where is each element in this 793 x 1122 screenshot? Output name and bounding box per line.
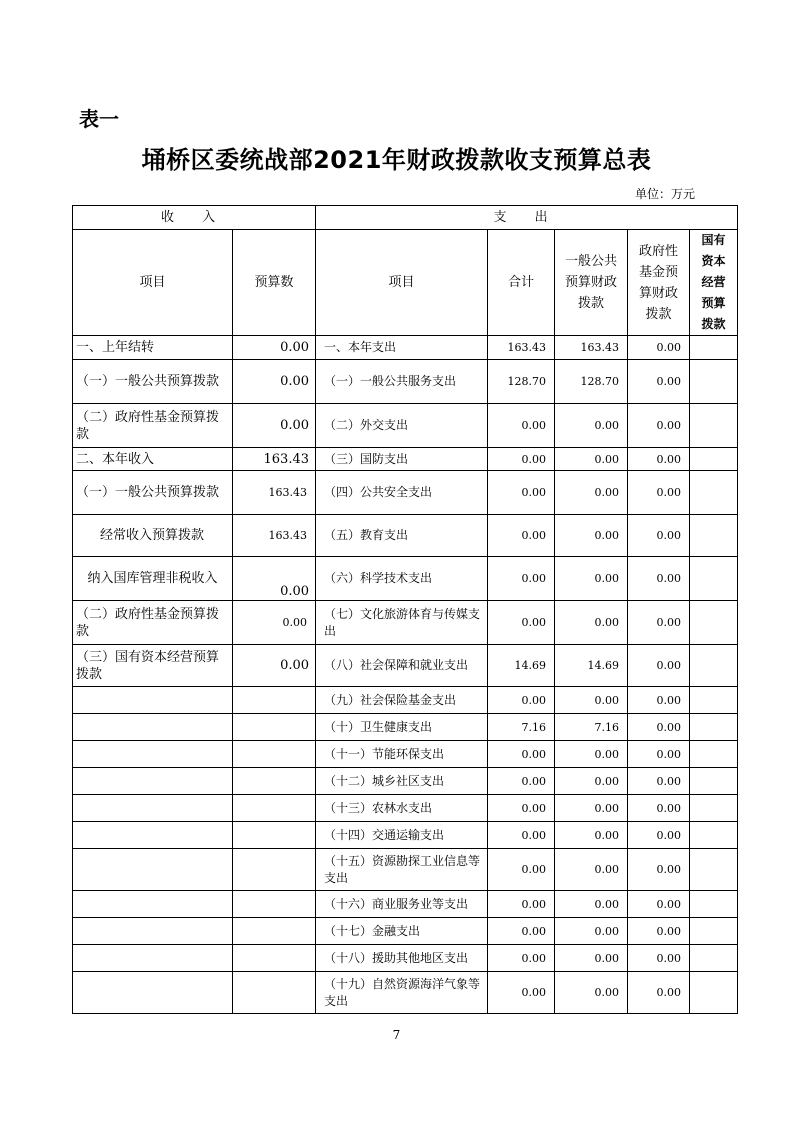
total-cell: 0.00	[488, 601, 555, 645]
col-income-budget: 预算数	[233, 230, 316, 336]
fund-budget-cell: 0.00	[628, 404, 690, 448]
table-body	[73, 336, 738, 1014]
income-item-cell: （一）一般公共预算拨款	[73, 360, 233, 404]
expense-item-cell: （八）社会保障和就业支出	[316, 645, 488, 687]
state-capital-cell	[690, 741, 738, 768]
col-expense-item: 项目	[316, 230, 488, 336]
fund-budget-cell: 0.00	[628, 822, 690, 849]
income-budget-cell: 163.43	[233, 448, 316, 471]
general-budget-cell: 0.00	[555, 741, 628, 768]
col-total: 合计	[488, 230, 555, 336]
fund-budget-cell: 0.00	[628, 557, 690, 601]
expense-item-cell: （十六）商业服务业等支出	[316, 891, 488, 918]
table-row	[73, 795, 738, 822]
state-capital-cell	[690, 822, 738, 849]
state-capital-cell	[690, 645, 738, 687]
state-capital-cell	[690, 336, 738, 360]
fund-budget-cell: 0.00	[628, 918, 690, 945]
fund-budget-cell: 0.00	[628, 891, 690, 918]
col-income-item: 项目	[73, 230, 233, 336]
general-budget-cell: 128.70	[555, 360, 628, 404]
state-capital-cell	[690, 557, 738, 601]
table-row	[73, 687, 738, 714]
income-budget-cell: 0.00	[233, 557, 316, 601]
total-cell: 0.00	[488, 471, 555, 515]
income-item-cell	[73, 768, 233, 795]
table-row	[73, 336, 738, 360]
expense-item-cell: （六）科学技术支出	[316, 557, 488, 601]
general-budget-cell: 7.16	[555, 714, 628, 741]
general-budget-cell: 0.00	[555, 891, 628, 918]
fund-budget-cell: 0.00	[628, 448, 690, 471]
total-cell: 7.16	[488, 714, 555, 741]
income-budget-cell: 0.00	[233, 404, 316, 448]
total-cell: 0.00	[488, 891, 555, 918]
expense-item-cell: 一、本年支出	[316, 336, 488, 360]
table-row	[73, 741, 738, 768]
state-capital-cell	[690, 515, 738, 557]
expense-item-cell: （二）外交支出	[316, 404, 488, 448]
state-capital-cell	[690, 601, 738, 645]
income-budget-cell	[233, 972, 316, 1014]
income-section-header: 收 入	[73, 206, 316, 230]
fund-budget-cell: 0.00	[628, 471, 690, 515]
income-budget-cell: 0.00	[233, 336, 316, 360]
income-item-cell: （一）一般公共预算拨款	[73, 471, 233, 515]
income-item-cell	[73, 714, 233, 741]
table-row	[73, 645, 738, 687]
total-cell: 0.00	[488, 768, 555, 795]
expense-item-cell: （十五）资源勘探工业信息等支出	[316, 849, 488, 891]
total-cell: 0.00	[488, 557, 555, 601]
income-budget-cell	[233, 822, 316, 849]
total-cell: 0.00	[488, 795, 555, 822]
fund-budget-cell: 0.00	[628, 360, 690, 404]
unit-label: 单位：万元	[634, 187, 695, 201]
income-item-cell: （二）政府性基金预算拨款	[73, 601, 233, 645]
fund-budget-cell: 0.00	[628, 515, 690, 557]
general-budget-cell: 0.00	[555, 822, 628, 849]
income-budget-cell	[233, 714, 316, 741]
income-budget-cell	[233, 687, 316, 714]
total-cell: 0.00	[488, 515, 555, 557]
general-budget-cell: 0.00	[555, 972, 628, 1014]
income-budget-cell: 0.00	[233, 360, 316, 404]
income-budget-cell: 163.43	[233, 515, 316, 557]
income-item-cell	[73, 945, 233, 972]
expense-item-cell: （十八）援助其他地区支出	[316, 945, 488, 972]
expense-item-cell: （十一）节能环保支出	[316, 741, 488, 768]
table-row	[73, 601, 738, 645]
general-budget-cell: 14.69	[555, 645, 628, 687]
income-budget-cell: 0.00	[233, 645, 316, 687]
total-cell: 0.00	[488, 972, 555, 1014]
total-cell: 163.43	[488, 336, 555, 360]
income-budget-cell	[233, 891, 316, 918]
fund-budget-cell: 0.00	[628, 768, 690, 795]
total-cell: 0.00	[488, 448, 555, 471]
income-item-cell	[73, 687, 233, 714]
income-item-cell	[73, 918, 233, 945]
income-item-cell	[73, 972, 233, 1014]
total-cell: 0.00	[488, 945, 555, 972]
state-capital-cell	[690, 795, 738, 822]
income-item-cell	[73, 891, 233, 918]
total-cell: 128.70	[488, 360, 555, 404]
page-title: 埇桥区委统战部2021年财政拨款收支预算总表	[141, 146, 652, 174]
expense-item-cell: （十四）交通运输支出	[316, 822, 488, 849]
state-capital-cell	[690, 360, 738, 404]
col-fund-budget: 政府性基金预算财政拨款	[628, 230, 690, 336]
state-capital-cell	[690, 471, 738, 515]
fund-budget-cell: 0.00	[628, 849, 690, 891]
income-item-cell	[73, 849, 233, 891]
total-cell: 0.00	[488, 404, 555, 448]
table-row	[73, 360, 738, 404]
budget-table	[72, 205, 738, 1014]
table-label: 表一	[79, 107, 119, 131]
state-capital-cell	[690, 404, 738, 448]
expense-item-cell: （十三）农林水支出	[316, 795, 488, 822]
col-general-budget: 一般公共预算财政拨款	[555, 230, 628, 336]
income-item-cell: 纳入国库管理非税收入	[73, 557, 233, 601]
expense-item-cell: （十九）自然资源海洋气象等支出	[316, 972, 488, 1014]
table-row	[73, 714, 738, 741]
state-capital-cell	[690, 687, 738, 714]
table-row	[73, 972, 738, 1014]
income-item-cell: （三）国有资本经营预算拨款	[73, 645, 233, 687]
total-cell: 0.00	[488, 822, 555, 849]
expense-item-cell: （三）国防支出	[316, 448, 488, 471]
table-row	[73, 448, 738, 471]
expense-item-cell: （十二）城乡社区支出	[316, 768, 488, 795]
expense-item-cell: （一）一般公共服务支出	[316, 360, 488, 404]
table-row	[73, 471, 738, 515]
general-budget-cell: 0.00	[555, 471, 628, 515]
total-cell: 0.00	[488, 918, 555, 945]
table-row	[73, 557, 738, 601]
fund-budget-cell: 0.00	[628, 741, 690, 768]
state-capital-cell	[690, 945, 738, 972]
fund-budget-cell: 0.00	[628, 714, 690, 741]
income-budget-cell: 0.00	[233, 601, 316, 645]
table-row	[73, 849, 738, 891]
table-row	[73, 404, 738, 448]
income-item-cell: （二）政府性基金预算拨款	[73, 404, 233, 448]
fund-budget-cell: 0.00	[628, 945, 690, 972]
income-item-cell	[73, 741, 233, 768]
general-budget-cell: 0.00	[555, 448, 628, 471]
fund-budget-cell: 0.00	[628, 972, 690, 1014]
expense-item-cell: （九）社会保险基金支出	[316, 687, 488, 714]
total-cell: 0.00	[488, 687, 555, 714]
fund-budget-cell: 0.00	[628, 795, 690, 822]
expense-item-cell: （十七）金融支出	[316, 918, 488, 945]
total-cell: 14.69	[488, 645, 555, 687]
total-cell: 0.00	[488, 849, 555, 891]
total-cell: 0.00	[488, 741, 555, 768]
income-budget-cell	[233, 918, 316, 945]
general-budget-cell: 163.43	[555, 336, 628, 360]
expense-item-cell: （五）教育支出	[316, 515, 488, 557]
state-capital-cell	[690, 714, 738, 741]
income-budget-cell	[233, 795, 316, 822]
income-item-cell: 二、本年收入	[73, 448, 233, 471]
table-row	[73, 768, 738, 795]
income-budget-cell	[233, 945, 316, 972]
expense-item-cell: （四）公共安全支出	[316, 471, 488, 515]
expense-item-cell: （十）卫生健康支出	[316, 714, 488, 741]
general-budget-cell: 0.00	[555, 557, 628, 601]
income-budget-cell	[233, 768, 316, 795]
income-item-cell: 经常收入预算拨款	[73, 515, 233, 557]
general-budget-cell: 0.00	[555, 768, 628, 795]
expense-item-cell: （七）文化旅游体育与传媒支出	[316, 601, 488, 645]
col-state-capital: 国有资本经营预算拨款	[690, 230, 738, 336]
general-budget-cell: 0.00	[555, 601, 628, 645]
general-budget-cell: 0.00	[555, 515, 628, 557]
state-capital-cell	[690, 448, 738, 471]
general-budget-cell: 0.00	[555, 687, 628, 714]
table-row	[73, 822, 738, 849]
income-budget-cell: 163.43	[233, 471, 316, 515]
page-number: 7	[392, 1028, 401, 1042]
income-budget-cell	[233, 741, 316, 768]
state-capital-cell	[690, 972, 738, 1014]
income-item-cell: 一、上年结转	[73, 336, 233, 360]
expense-section-header: 支 出	[316, 206, 738, 230]
income-budget-cell	[233, 849, 316, 891]
income-item-cell	[73, 795, 233, 822]
general-budget-cell: 0.00	[555, 404, 628, 448]
general-budget-cell: 0.00	[555, 849, 628, 891]
state-capital-cell	[690, 849, 738, 891]
income-item-cell	[73, 822, 233, 849]
state-capital-cell	[690, 891, 738, 918]
fund-budget-cell: 0.00	[628, 687, 690, 714]
general-budget-cell: 0.00	[555, 918, 628, 945]
fund-budget-cell: 0.00	[628, 336, 690, 360]
state-capital-cell	[690, 768, 738, 795]
state-capital-cell	[690, 918, 738, 945]
general-budget-cell: 0.00	[555, 945, 628, 972]
table-row	[73, 945, 738, 972]
fund-budget-cell: 0.00	[628, 645, 690, 687]
table-row	[73, 515, 738, 557]
table-row	[73, 891, 738, 918]
table-row	[73, 918, 738, 945]
fund-budget-cell: 0.00	[628, 601, 690, 645]
general-budget-cell: 0.00	[555, 795, 628, 822]
